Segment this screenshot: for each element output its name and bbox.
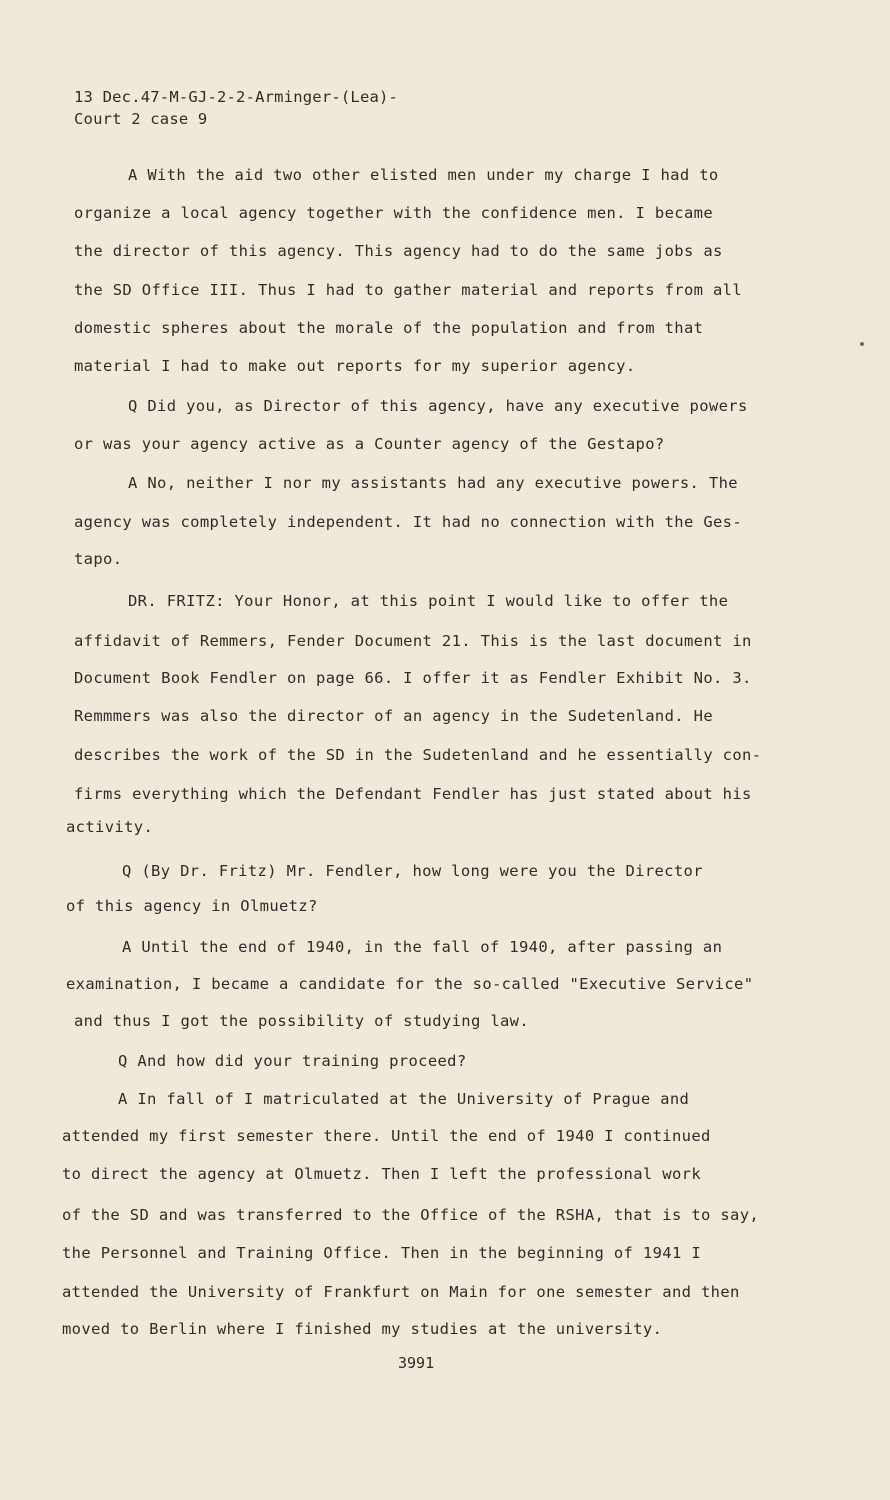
document-header <box>74 86 398 130</box>
text-line: affidavit of Remmers, Fender Document 21. This is the last document in <box>74 632 752 650</box>
header-line-1: 13 Dec.47-M-GJ-2-2-Arminger-(Lea)- <box>74 88 399 106</box>
text-line: of this agency in Olmuetz? <box>66 897 318 915</box>
text-line: DR. FRITZ: Your Honor, at this point I would like to offer the <box>128 592 729 610</box>
page-number: 3991 <box>398 1354 435 1372</box>
text-line: the director of this agency. This agency had to do the same jobs as <box>74 242 723 260</box>
text-line: Q (By Dr. Fritz) Mr. Fendler, how long were you the Director <box>122 862 703 880</box>
paper-speck <box>860 342 864 346</box>
text-line: or was your agency active as a Counter agency of the Gestapo? <box>74 435 665 453</box>
text-line: Q And how did your training proceed? <box>118 1052 467 1070</box>
text-line: firms everything which the Defendant Fendler has just stated about his <box>74 785 752 803</box>
text-line: A No, neither I nor my assistants had any executive powers. The <box>128 474 738 492</box>
text-line: describes the work of the SD in the Sudetenland and he essentially con- <box>74 746 762 764</box>
text-line: A With the aid two other elisted men under my charge I had to <box>128 166 719 184</box>
text-line: the Personnel and Training Office. Then in the beginning of 1941 I <box>62 1244 701 1262</box>
text-line: domestic spheres about the morale of the population and from that <box>74 319 704 337</box>
text-line: material I had to make out reports for my superior agency. <box>74 357 636 375</box>
text-line: Document Book Fendler on page 66. I offer it as Fendler Exhibit No. 3. <box>74 669 752 687</box>
text-line: organize a local agency together with the confidence men. I became <box>74 204 713 222</box>
text-line: agency was completely independent. It had no connection with the Ges- <box>74 513 743 531</box>
header-line-2: Court 2 case 9 <box>74 110 208 128</box>
text-line: A Until the end of 1940, in the fall of 1940, after passing an <box>122 938 723 956</box>
text-line: attended my first semester there. Until the end of 1940 I continued <box>62 1127 711 1145</box>
text-line: activity. <box>66 818 154 836</box>
text-line: to direct the agency at Olmuetz. Then I left the professional work <box>62 1165 701 1183</box>
text-line: attended the University of Frankfurt on Main for one semester and then <box>62 1283 740 1301</box>
text-line: of the SD and was transferred to the Office of the RSHA, that is to say, <box>62 1206 760 1224</box>
text-line: tapo. <box>74 550 123 568</box>
text-line: examination, I became a candidate for the so-called "Executive Service" <box>66 975 754 993</box>
text-line: A In fall of I matriculated at the University of Prague and <box>118 1090 690 1108</box>
text-line: moved to Berlin where I finished my studies at the university. <box>62 1320 663 1338</box>
text-line: and thus I got the possibility of studying law. <box>74 1012 530 1030</box>
text-line: Remmmers was also the director of an agency in the Sudetenland. He <box>74 707 713 725</box>
text-line: the SD Office III. Thus I had to gather material and reports from all <box>74 281 743 299</box>
text-line: Q Did you, as Director of this agency, have any executive powers <box>128 397 748 415</box>
